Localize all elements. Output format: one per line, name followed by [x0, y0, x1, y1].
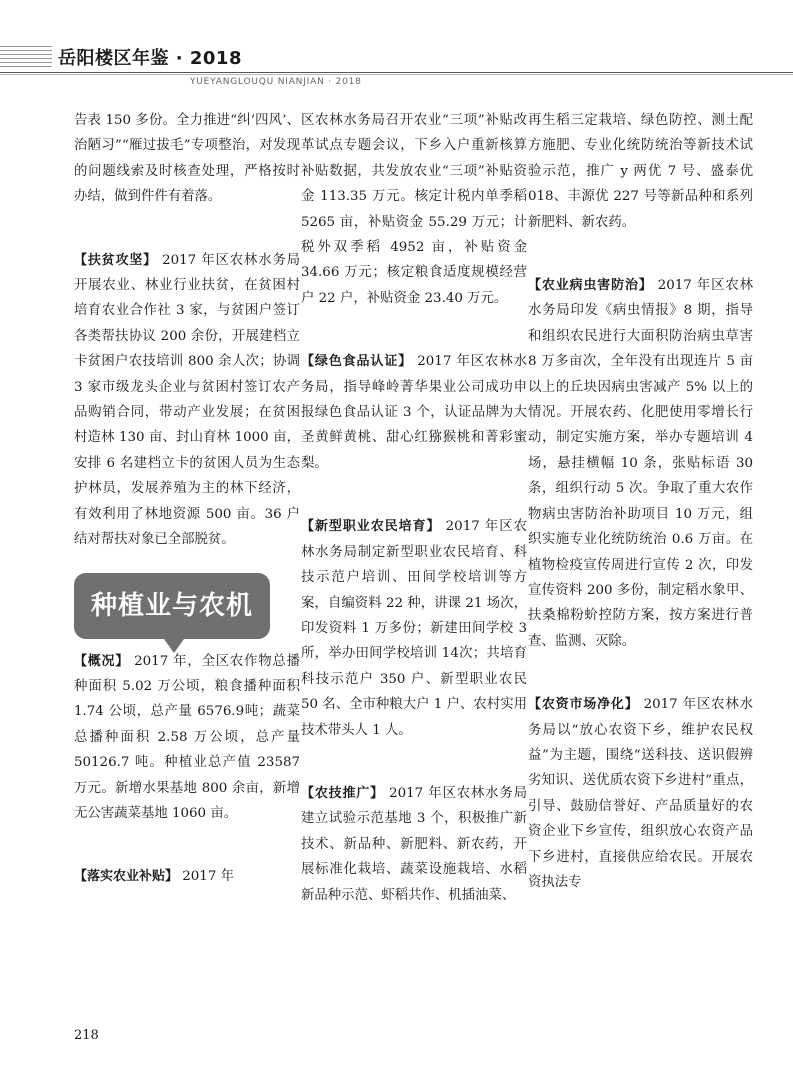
- yearbook-subtitle: YUEYANGLOUQU NIANJIAN · 2018: [190, 77, 362, 87]
- paragraph-tech-promotion: 【农技推广】 2017 年区农林水务局建立试验示范基地 3 个，积极推广新技术、新品种、新肥料、新农药，开展标准化栽培、蔬菜设施栽培、水稻新品种示范、虾稻共作、机插油菜、: [301, 785, 527, 903]
- section-tag: 【农资市场净化】: [528, 697, 639, 713]
- section-tag: 【概况】: [74, 653, 130, 669]
- header-stripes-decoration: [0, 46, 52, 70]
- section-tag: 【农业病虫害防治】: [528, 278, 653, 294]
- paragraph-poverty-alleviation: 【扶贫攻坚】 2017 年区农林水务局开展农业、林业行业扶贫，在贫困村培育农业合作社 3 家，与贫困户签订各类帮扶协议 200 余份，开展建档立卡贫困户农技培训 800 余人次；协调 3 家市级龙头企业与贫困村签订农产品购销合同，带动产业发展；在贫困村造林 130 亩、封山育林 1000 亩，安排 6 名建档立卡的贫困人员为生态护林员，发展养殖为主的林下经济，有效利用了林地资源 500 亩。36 户结对帮扶对象已全部脱贫。: [74, 252, 300, 548]
- banner-pointer: [164, 639, 184, 653]
- column-2: [301, 108, 527, 908]
- section-tag: 【扶贫攻坚】: [74, 252, 157, 268]
- section-banner: [74, 573, 270, 639]
- section-banner-title: 种植业与农机: [90, 590, 253, 621]
- header-rule: [0, 72, 793, 73]
- paragraph-market-purification: 【农资市场净化】 2017 年区农林水务局以“放心农资下乡，维护农民权益”为主题，围绕“送科技、送识假辨劣知识、送优质农资下乡进村”重点，引导、鼓励信誉好、产品质量好的农资企业下乡宣传，组织放心农资产品下乡进村，直接供应给农民。开展农资执法专: [528, 697, 753, 890]
- section-tag: 【农技推广】: [301, 785, 384, 801]
- column-3: [528, 108, 753, 895]
- column-1: [74, 108, 300, 890]
- paragraph-overview: 【概况】 2017 年，全区农作物总播种面积 5.02 万公顷，粮食播种面积 1.74 公顷，总产量 6576.9吨；蔬菜总播种面积 2.58 万公顷，总产量 50126.7 吨。种植业总产值 23587 万元。新增水果基地 800 余亩，新增无公害蔬菜基地 1060 亩。: [74, 653, 300, 821]
- paragraph-subsidy: 【落实农业补贴】 2017 年: [74, 869, 234, 885]
- paragraph-continuation: 告表 150 多份。全力推进“纠‘四风’、治陋习”“雁过拔毛”专项整治，对发现的问题线索及时核查处理，严格按时办结，做到件件有着落。: [74, 113, 300, 205]
- paragraph-subsidy-continued: 区农林水务局召开农业“三项”补贴改革试点专题会议，下乡入户重新核算补贴数据，共发放农业“三项”补贴资金 113.35 万元。核定计税内单季稻 5265 亩，补贴资金 55.29 万元；计税外双季稻 4952 亩，补贴资金 34.66 万元；核定粮食适度规模经营户 22 户，补贴资金 23.40 万元。: [301, 113, 527, 306]
- section-tag: 【新型职业农民培育】: [301, 519, 441, 535]
- paragraph-farmer-training: 【新型职业农民培育】 2017 年区农林水务局制定新型职业农民培育、科技示范户培训、田间学校培训等方案，自编资料 22 种，讲课 21 场次，印发资料 1 万多份；新建田间学校 3 所，举办田间学校培训 14次；共培育科技示范户 350 户、新型职业农民 50 名、全市种粮大户 1 户、农村实用技术带头人 1 人。: [301, 519, 527, 738]
- page-header: [0, 0, 793, 95]
- paragraph-green-food: 【绿色食品认证】 2017 年区农林水务局，指导峰岭菁华果业公司成功申报绿色食品认证 3 个，认证品牌为大圣黄鲜黄桃、甜心红猕猴桃和菁彩蜜梨。: [301, 354, 527, 471]
- page-number: 218: [74, 1028, 99, 1043]
- yearbook-title: 岳阳楼区年鉴 · 2018: [58, 48, 242, 69]
- section-tag: 【绿色食品认证】: [301, 354, 413, 370]
- header-rule-thin: [0, 74, 793, 75]
- paragraph-tech-continued: 再生稻三定栽培、绿色防控、测土配方施肥、专业化统防统治等新技术试验示范，推广 y 两优 7 号、盛泰优 018、丰源优 227 号等新品种和系列新肥料、新农药。: [528, 113, 753, 230]
- section-tag: 【落实农业补贴】: [74, 869, 179, 885]
- paragraph-pest-control: 【农业病虫害防治】 2017 年区农林水务局印发《病虫情报》8 期，指导和组织农民进行大面积防治病虫草害 8 万多亩次，全年没有出现连片 5 亩以上的丘块因病虫害减产 5% 以上的情况。开展农药、化肥使用零增长行动，制定实施方案，举办专题培训 4 场，悬挂横幅 10 条，张贴标语 30 条，组织行动 5 次。争取了重大农作物病虫害防治补助项目 10 万元，组织实施专业化统防统治 0.6 万亩。在植物检疫宣传周进行宣传 2 次，印发宣传资料 200 多份，制定稻水象甲、扶桑棉粉蚧控防方案，按方案进行普查、监测、灭除。: [528, 278, 753, 649]
